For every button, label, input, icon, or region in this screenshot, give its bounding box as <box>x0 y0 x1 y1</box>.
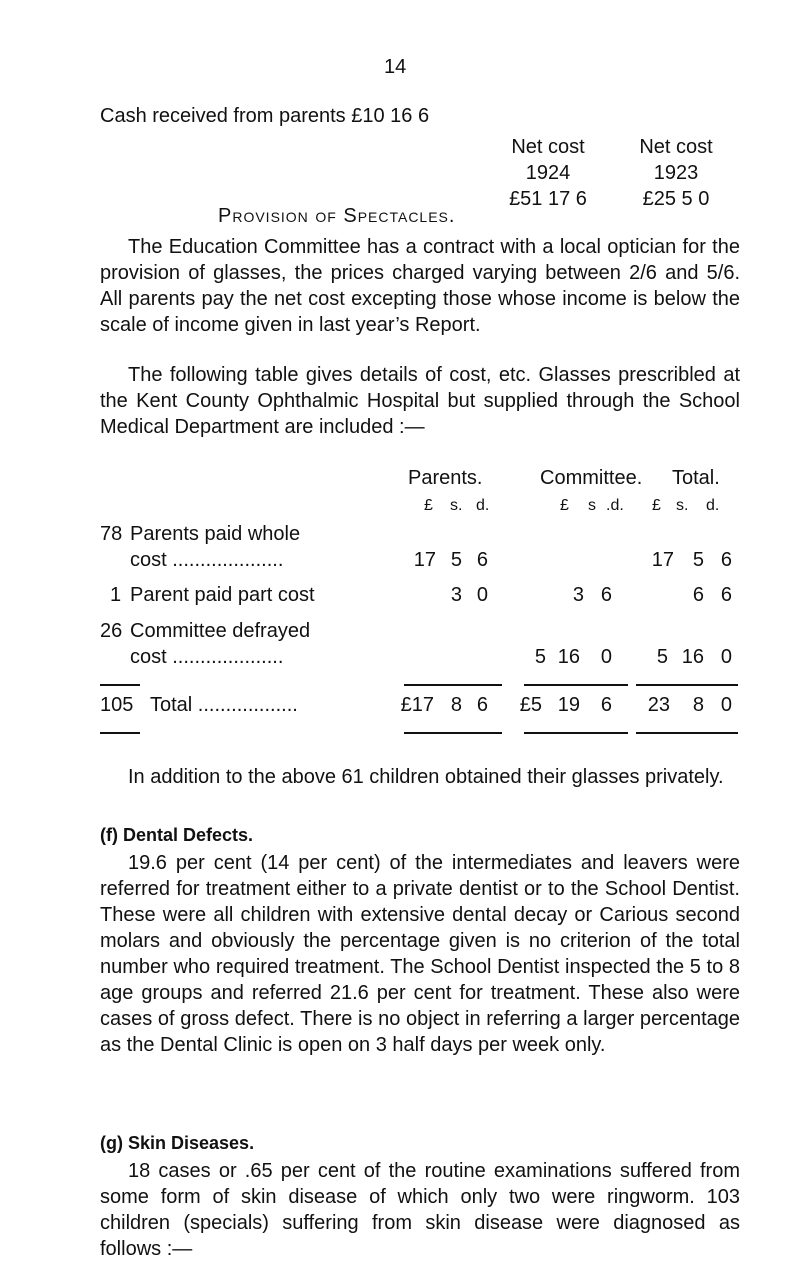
row-label: Parent paid part cost <box>130 584 315 606</box>
row-count: 1 <box>110 584 122 606</box>
row-total-pence: 0 <box>720 646 732 668</box>
unit-total-pounds: £ <box>652 497 661 514</box>
total-committee-pounds: £5 <box>519 694 542 716</box>
unit-parents-pence: d. <box>476 497 490 514</box>
row-committee-shillings: 16 <box>557 646 580 668</box>
rule-committee-bottom <box>524 732 628 734</box>
spectacles-paragraph: The Education Committee has a contract with a local optician for the provision of glasses, the prices charged varying between 2/6 and 5/6. All parents pay the net cost excepting those whose income is below the scale of income given in last year’s Report. <box>100 236 740 336</box>
rule-committee-top <box>524 684 628 686</box>
net-cost-value-1923: £25 5 0 <box>642 188 710 210</box>
spectacles-section-title: Provision of Spectacles. <box>218 205 456 227</box>
row-parents-pounds: 17 <box>413 549 436 571</box>
row-label: Committee defrayed <box>130 620 311 642</box>
net-cost-value-1924: £51 17 6 <box>509 188 587 210</box>
row-label-cont: cost .................... <box>130 549 284 571</box>
header-parents: Parents. <box>408 467 483 489</box>
row-total-pence: 6 <box>720 584 732 606</box>
total-total-pounds: 23 <box>647 694 670 716</box>
header-committee: Committee. <box>540 467 643 489</box>
table-intro-paragraph: The following table gives details of cost, etc. Glasses prescribled at the Kent County Ophthalmic Hospital but supplied through the School Medical Department are included :— <box>100 364 740 438</box>
private-glasses-paragraph: In addition to the above 61 children obtained their glasses privately. <box>128 766 724 788</box>
row-label: Parents paid whole <box>130 523 301 545</box>
unit-parents-pounds: £ <box>424 497 433 514</box>
rule-total-top <box>636 684 738 686</box>
header-total: Total. <box>672 467 720 489</box>
row-count: 26 <box>100 620 123 642</box>
row-total-pounds: 5 <box>656 646 668 668</box>
total-parents-shillings: 8 <box>450 694 462 716</box>
row-total-shillings: 16 <box>681 646 704 668</box>
unit-total-shillings: s. <box>676 497 689 514</box>
dental-defects-heading: (f) Dental Defects. <box>100 825 254 845</box>
page-number: 14 <box>384 56 407 78</box>
skin-diseases-paragraph: 18 cases or .65 per cent of the routine examinations suffered from some form of skin disease of which only two were ringworm. 103 children (specials) suffering from skin disease were diagnosed as follows :— <box>100 1160 740 1260</box>
total-total-pence: 0 <box>720 694 732 716</box>
total-committee-shillings: 19 <box>557 694 580 716</box>
rule-parents-top <box>404 684 502 686</box>
rule-parents-bottom <box>404 732 502 734</box>
unit-committee-pounds: £ <box>560 497 569 514</box>
net-cost-year-1924: 1924 <box>525 162 571 184</box>
total-parents-pounds: £17 <box>400 694 434 716</box>
row-parents-pence: 6 <box>476 549 488 571</box>
total-committee-pence: 6 <box>600 694 612 716</box>
row-total-shillings: 6 <box>692 584 704 606</box>
row-committee-pence: 6 <box>600 584 612 606</box>
rule-total-bottom <box>636 732 738 734</box>
rule-count-bottom <box>100 732 140 734</box>
dental-defects-paragraph: 19.6 per cent (14 per cent) of the intermediates and leavers were referred for treatment either to a private dentist or to the School Dentist. These were all children with extensive dental decay or Carious second molars and obviously the percentage given is no criterion of the total number who required treatment. The School Dentist inspected the 5 to 8 age groups and referred 21.6 per cent for treatment. These also were cases of gross defect. There is no object in referring a larger percentage as the Dental Clinic is open on 3 half days per week only. <box>100 852 740 1056</box>
net-cost-year-1923: 1923 <box>653 162 699 184</box>
row-committee-shillings: 3 <box>572 584 584 606</box>
row-committee-pounds: 5 <box>534 646 546 668</box>
total-parents-pence: 6 <box>476 694 488 716</box>
row-committee-pence: 0 <box>600 646 612 668</box>
unit-parents-shillings: s. <box>450 497 463 514</box>
row-parents-pence: 0 <box>476 584 488 606</box>
row-total-pounds: 17 <box>651 549 674 571</box>
total-label: Total .................. <box>150 694 298 716</box>
cash-received-line: Cash received from parents £10 16 6 <box>100 105 430 127</box>
net-cost-1923-label: Net cost <box>639 136 713 158</box>
row-parents-shillings: 5 <box>450 549 462 571</box>
rule-count-top <box>100 684 140 686</box>
row-count: 78 <box>100 523 123 545</box>
unit-total-pence: d. <box>706 497 720 514</box>
row-label-cont: cost .................... <box>130 646 284 668</box>
unit-committee-shillings: s <box>588 497 596 514</box>
row-parents-shillings: 3 <box>450 584 462 606</box>
row-total-pence: 6 <box>720 549 732 571</box>
row-total-shillings: 5 <box>692 549 704 571</box>
net-cost-1924-label: Net cost <box>511 136 585 158</box>
total-total-shillings: 8 <box>692 694 704 716</box>
skin-diseases-heading: (g) Skin Diseases. <box>100 1133 255 1153</box>
unit-committee-pence: .d. <box>606 497 624 514</box>
total-count: 105 <box>100 694 134 716</box>
